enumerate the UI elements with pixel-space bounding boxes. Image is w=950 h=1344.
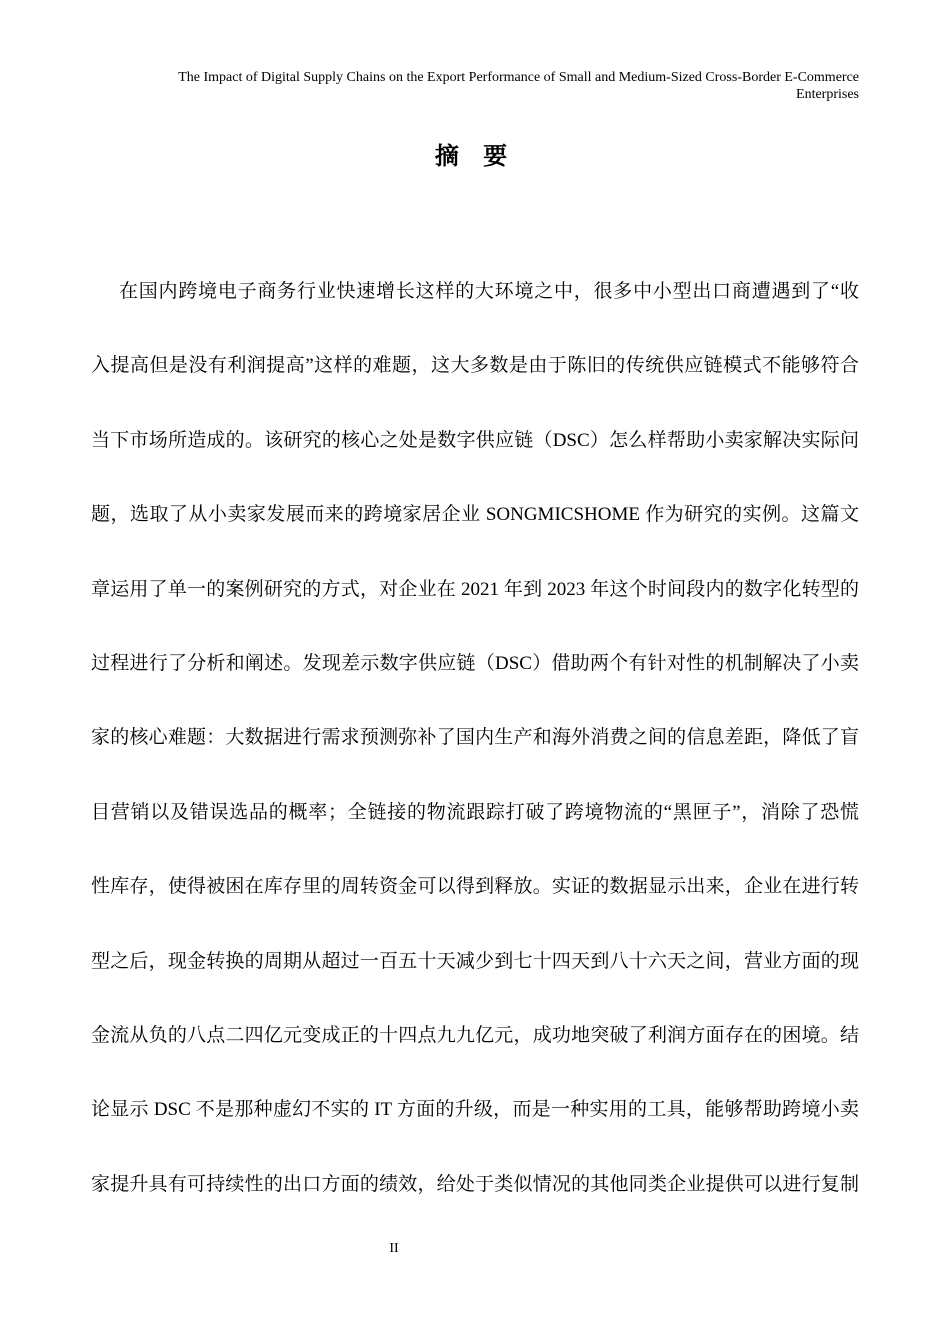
abstract-line: 性库存，使得被困在库存里的周转资金可以得到释放。实证的数据显示出来，企业在进行转 [91,876,859,898]
abstract-line: 型之后，现金转换的周期从超过一百五十天减少到七十四天到八十六天之间，营业方面的现 [91,950,859,972]
abstract-line: 入提高但是没有利润提高”这样的难题，这大多数是由于陈旧的传统供应链模式不能够符合 [91,355,859,377]
abstract-line: 章运用了单一的案例研究的方式，对企业在 2021 年到 2023 年这个时间段内的数字化转型的 [91,578,859,600]
abstract-line: 过程进行了分析和阐述。发现差示数字供应链（DSC）借助两个有针对性的机制解决了小卖 [91,652,859,674]
page-number: II [389,1241,399,1256]
abstract-line: 当下市场所造成的。该研究的核心之处是数字供应链（DSC）怎么样帮助小卖家解决实际问 [91,429,859,451]
abstract-line: 题，选取了从小卖家发展而来的跨境家居企业 SONGMICSHOME 作为研究的实例。这篇文 [91,504,859,526]
abstract-line: 目营销以及错误选品的概率；全链接的物流跟踪打破了跨境物流的“黑匣子”，消除了恐慌 [91,801,859,823]
abstract-line: 家的核心难题：大数据进行需求预测弥补了国内生产和海外消费之间的信息差距，降低了盲 [91,727,859,749]
abstract-line: 金流从负的八点二四亿元变成正的十四点九九亿元，成功地突破了利润方面存在的困境。结 [91,1024,859,1046]
abstract-title: 摘 要 [434,142,516,170]
abstract-line: 在国内跨境电子商务行业快速增长这样的大环境之中，很多中小型出口商遭遇到了“收 [119,281,859,302]
abstract-body [91,275,859,1242]
abstract-line: 论显示 DSC 不是那种虚幻不实的 IT 方面的升级，而是一种实用的工具，能够帮助跨境小卖 [91,1099,859,1121]
abstract-line: 家提升具有可持续性的出口方面的绩效，给处于类似情况的其他同类企业提供可以进行复制 [91,1173,859,1195]
running-header: The Impact of Digital Supply Chains on the Export Performance of Small and Medium-Sized Cross-Border E-Commerce Enterprises [178,70,859,102]
